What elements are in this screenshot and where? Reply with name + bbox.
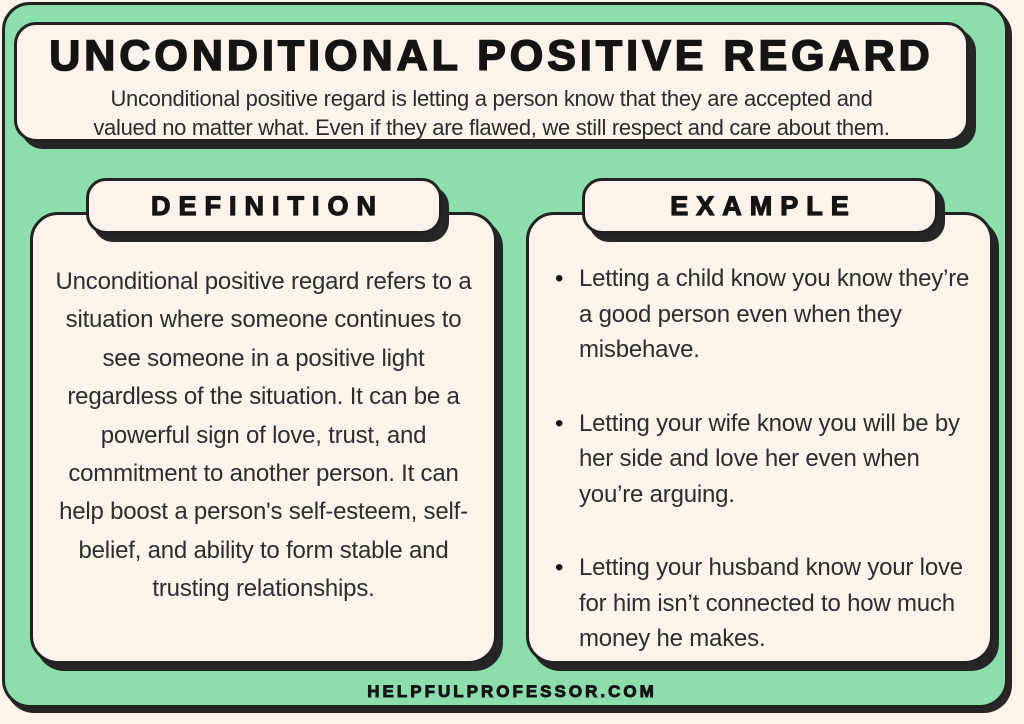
example-list (555, 261, 976, 657)
bullet-icon: • (555, 265, 564, 292)
definition-heading: DEFINITION (151, 190, 384, 221)
list-item (555, 550, 976, 657)
list-item (555, 406, 976, 513)
example-item-text: Letting your husband know your love for him isn’t connected to how much money he makes. (579, 554, 963, 653)
example-card (526, 190, 993, 664)
example-item-text: Letting your wife know you will be by her side and love her even when you’re arguing. (579, 409, 960, 508)
page-title: UNCONDITIONAL POSITIVE REGARD (49, 32, 934, 80)
header-banner (14, 22, 969, 142)
footer (0, 682, 1024, 702)
list-item (555, 261, 976, 368)
subtitle-line-2: valued no matter what. Even if they are flawed, we still respect and care about them. (93, 115, 890, 141)
example-tab (582, 178, 938, 234)
bullet-icon: • (555, 554, 564, 582)
subtitle-line-1: Unconditional positive regard is letting a person know that they are accepted and (110, 86, 873, 112)
page-subtitle (17, 84, 966, 142)
definition-body-text: Unconditional positive regard refers to a situation where someone continues to see someone in a positive light regardless of the situation. It can be a powerful sign of love, trust, and commitment to another person. It can help boost a person's self-esteem, self-belief, and ability to form stable and trusting relationships. (55, 268, 472, 603)
definition-card (30, 190, 497, 664)
bullet-icon: • (555, 409, 564, 437)
example-heading: EXAMPLE (670, 190, 857, 221)
definition-tab (86, 178, 442, 234)
site-name: HELPFULPROFESSOR.COM (367, 682, 657, 701)
example-item-text: Letting a child know you know they’re a good person even when they misbehave. (579, 265, 970, 364)
